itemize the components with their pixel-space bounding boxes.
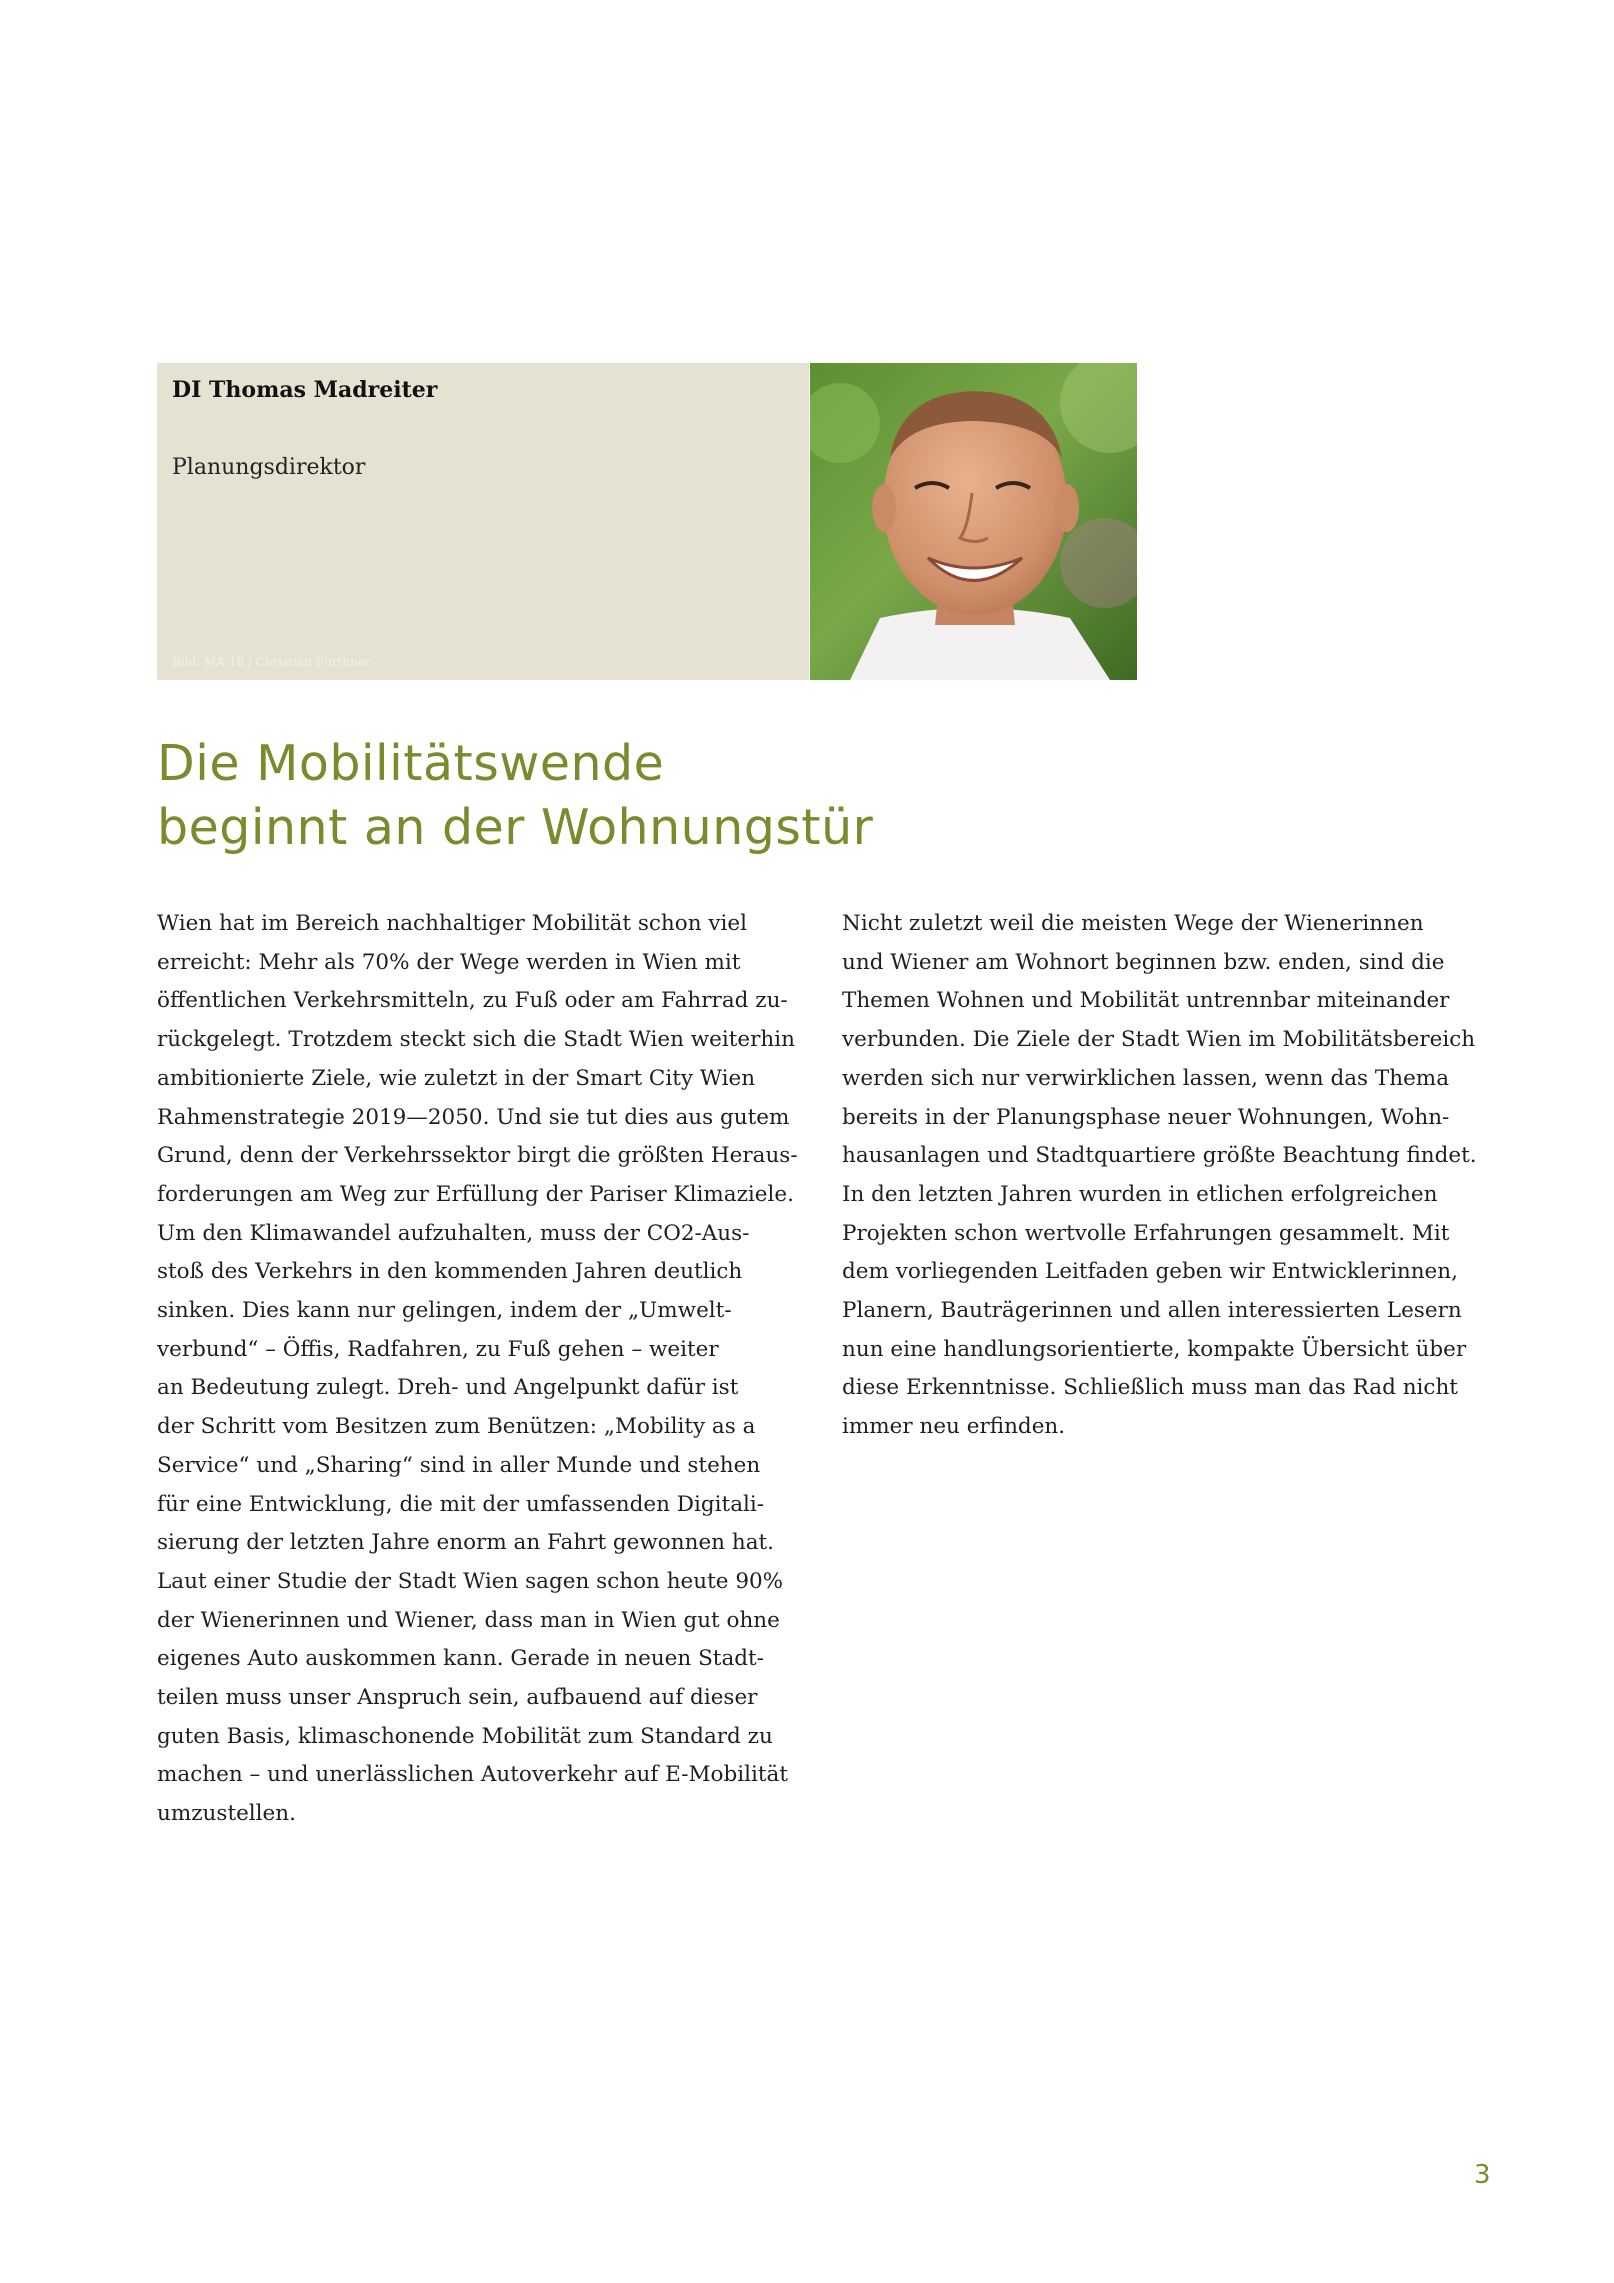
body-line: stoß des Verkehrs in den kommenden Jahren deutlich [157, 1259, 743, 1285]
author-name: DI Thomas Madreiter [172, 377, 438, 403]
body-line: rückgelegt. Trotzdem steckt sich die Stadt Wien weiterhin [157, 1027, 795, 1053]
body-line: eigenes Auto auskommen kann. Gerade in neuen Stadt- [157, 1646, 764, 1672]
body-line: hausanlagen und Stadtquartiere größte Beachtung findet. [842, 1143, 1477, 1169]
body-line: sierung der letzten Jahre enorm an Fahrt gewonnen hat. [157, 1530, 774, 1556]
body-line: machen – und unerlässlichen Autoverkehr auf E-Mobilität [157, 1762, 788, 1788]
body-line: Rahmenstrategie 2019—2050. Und sie tut dies aus gutem [157, 1104, 790, 1130]
body-line: für eine Entwicklung, die mit der umfassenden Digitali- [157, 1491, 765, 1517]
body-line: Nicht zuletzt weil die meisten Wege der Wienerinnen [842, 911, 1424, 936]
body-line: erreicht: Mehr als 70% der Wege werden in Wien mit [157, 949, 741, 975]
photo-credit: Bild: MA 18 / Christian Fürthner [172, 655, 371, 669]
body-line: umzustellen. [157, 1801, 296, 1827]
body-line: teilen muss unser Anspruch sein, aufbauend auf dieser [157, 1685, 758, 1711]
body-line: sinken. Dies kann nur gelingen, indem der „Umwelt- [157, 1298, 732, 1324]
body-line: der Wienerinnen und Wiener, dass man in Wien gut ohne [157, 1607, 780, 1633]
body-line: Planern, Bauträgerinnen und allen interessierten Lesern [842, 1298, 1462, 1324]
body-line: Projekten schon wertvolle Erfahrungen gesammelt. Mit [842, 1220, 1450, 1246]
body-line: der Schritt vom Besitzen zum Benützen: „Mobility as a [157, 1414, 756, 1440]
body-line: bereits in der Planungsphase neuer Wohnungen, Wohn- [842, 1104, 1450, 1130]
body-line: In den letzten Jahren wurden in etlichen erfolgreichen [842, 1181, 1438, 1207]
body-line: an Bedeutung zulegt. Dreh- und Angelpunkt dafür ist [157, 1375, 739, 1401]
body-line: verbunden. Die Ziele der Stadt Wien im Mobilitätsbereich [842, 1027, 1476, 1053]
body-line: öffentlichen Verkehrsmitteln, zu Fuß oder am Fahrrad zu- [157, 988, 788, 1014]
body-line: dem vorliegenden Leitfaden geben wir Entwicklerinnen, [842, 1259, 1458, 1285]
body-line: diese Erkenntnisse. Schließlich muss man das Rad nicht [842, 1375, 1458, 1401]
body-line: Themen Wohnen und Mobilität untrennbar miteinander [842, 988, 1450, 1014]
body-line: Grund, denn der Verkehrssektor birgt die größten Heraus- [157, 1143, 798, 1169]
page-number: 3 [1474, 2160, 1491, 2190]
body-line: nun eine handlungsorientierte, kompakte Übersicht über [842, 1336, 1467, 1362]
body-line: Um den Klimawandel aufzuhalten, muss der CO2-Aus- [157, 1220, 750, 1246]
headline-line-2: beginnt an der Wohnungstür [157, 799, 874, 856]
body-column-right [842, 905, 1507, 1447]
body-line: Service“ und „Sharing“ sind in aller Munde und stehen [157, 1452, 761, 1478]
author-portrait [810, 363, 1137, 680]
body-line: immer neu erfinden. [842, 1414, 1066, 1440]
body-line: verbund“ – Öffis, Radfahren, zu Fuß gehen – weiter [157, 1336, 719, 1362]
author-info-box [157, 363, 809, 680]
body-line: guten Basis, klimaschonende Mobilität zum Standard zu [157, 1723, 773, 1749]
author-role: Planungsdirektor [172, 455, 366, 480]
body-line: ambitionierte Ziele, wie zuletzt in der Smart City Wien [157, 1065, 756, 1091]
body-line: Wien hat im Bereich nachhaltiger Mobilität schon viel [157, 911, 748, 936]
body-line: Laut einer Studie der Stadt Wien sagen schon heute 90% [157, 1568, 784, 1594]
body-column-left [157, 905, 822, 1834]
headline-line-1: Die Mobilitätswende [157, 735, 665, 792]
body-line: forderungen am Weg zur Erfüllung der Pariser Klimaziele. [157, 1181, 794, 1207]
article-headline [157, 732, 873, 860]
body-line: und Wiener am Wohnort beginnen bzw. enden, sind die [842, 949, 1445, 975]
body-line: werden sich nur verwirklichen lassen, wenn das Thema [842, 1065, 1450, 1091]
